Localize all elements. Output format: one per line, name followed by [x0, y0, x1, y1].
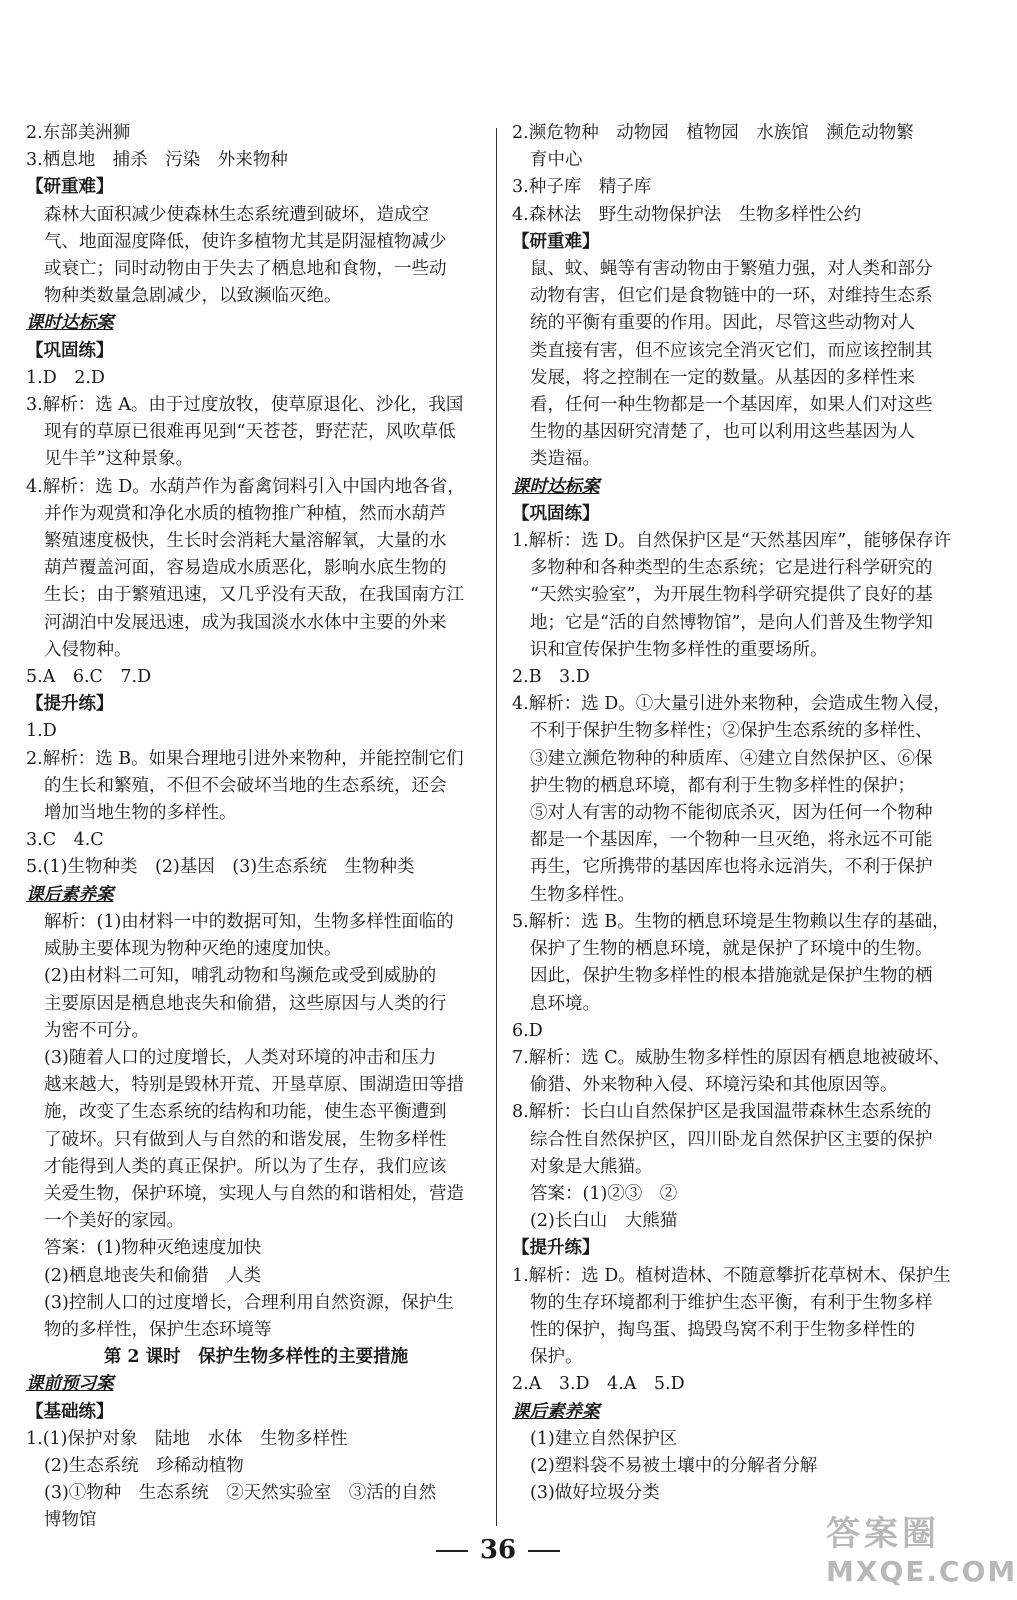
right-column-line: 课后素养案: [512, 1401, 600, 1422]
left-column-line: 一个美好的家园。: [44, 1211, 184, 1232]
left-column: [26, 120, 486, 1531]
right-column-line: (3)做好垃圾分类: [530, 1483, 660, 1504]
left-column-line: 并作为观赏和净化水质的植物推广种植，然而水葫芦: [44, 503, 447, 524]
left-column-line: 课时达标案: [26, 313, 114, 334]
right-column-line: 不利于保护生物多样性；②保护生态系统的多样性、: [530, 721, 933, 742]
left-column-line: 3.C 4.C: [26, 830, 104, 851]
left-column-line: 课前预习案: [26, 1374, 114, 1395]
watermark-logo: [826, 1506, 1017, 1590]
left-column-line: 威胁主要体现为物种灭绝的速度加快。: [44, 939, 342, 960]
right-column-line: 综合性自然保护区，四川卧龙自然保护区主要的保护: [530, 1129, 933, 1150]
right-column-line: 7.解析：选 C。威胁生物多样性的原因有栖息地被破坏、: [512, 1047, 951, 1068]
left-column-line: 主要原因是栖息地丧失和偷猎，这些原因与人类的行: [44, 993, 447, 1014]
left-column-line: 1.(1)保护对象 陆地 水体 生物多样性: [26, 1428, 348, 1449]
left-column-line: 1.D 2.D: [26, 367, 105, 388]
left-column-line: 课后素养案: [26, 884, 114, 905]
left-column-line: 5.A 6.C 7.D: [26, 667, 152, 688]
right-column-line: 3.种子库 精子库: [512, 177, 652, 198]
watermark-top: 答案圈: [826, 1514, 940, 1554]
left-column-line: 了破坏。只有做到人与自然的和谐发展，生物多样性: [44, 1129, 447, 1150]
right-column-line: 发展，将之控制在一定的数量。从基因的多样性来: [530, 367, 915, 388]
left-column-line: 5.(1)生物种类 (2)基因 (3)生态系统 生物种类: [26, 857, 415, 878]
left-column-line: 河湖泊中发展迅速，成为我国淡水水体中主要的外来: [44, 612, 447, 633]
right-column: [512, 120, 972, 1510]
left-column-line: 关爱生物，保护环境，实现人与自然的和谐相处，营造: [44, 1183, 464, 1204]
right-column-line: 识和宣传保护生物多样性的重要场所。: [530, 639, 828, 660]
right-column-line: 类直接有害，但不应该完全消灭它们，而应该控制其: [530, 340, 933, 361]
right-column-line: 6.D: [512, 1020, 543, 1041]
right-column-line: 2.A 3.D 4.A 5.D: [512, 1374, 685, 1395]
right-column-line: 5.解析：选 B。生物的栖息环境是生物赖以生存的基础，: [512, 911, 950, 932]
left-column-line: 【提升练】: [26, 694, 114, 715]
right-column-line: 4.解析：选 D。①大量引进外来物种，会造成生物入侵，: [512, 694, 951, 715]
left-column-line: 物种类数量急剧减少，以致濒临灭绝。: [44, 286, 342, 307]
right-column-line: 地；它是“活的自然博物馆”，是向人们普及生物学知: [530, 612, 933, 633]
left-column-line: 森林大面积减少使森林生态系统遭到破坏，造成空: [44, 204, 429, 225]
left-column-line: 答案：(1)物种灭绝速度加快: [44, 1238, 262, 1259]
left-column-line: 增加当地生物的多样性。: [44, 803, 237, 824]
left-column-line: 生长；由于繁殖迅速，又几乎没有天敌，在我国南方江: [44, 585, 464, 606]
right-column-line: 鼠、蚊、蝇等有害动物由于繁殖力强，对人类和部分: [530, 259, 933, 280]
left-column-line: 为密不可分。: [44, 1020, 149, 1041]
left-column-line: 物的多样性，保护生态环境等: [44, 1319, 272, 1340]
left-column-line: 解析：(1)由材料一中的数据可知，生物多样性面临的: [44, 911, 454, 932]
right-column-line: 性的保护，掏鸟蛋、捣毁鸟窝不利于生物多样性的: [530, 1319, 915, 1340]
right-column-line: 2.B 3.D: [512, 667, 590, 688]
right-column-line: ⑤对人有害的动物不能彻底杀灭，因为任何一个物种: [530, 803, 933, 824]
left-column-line: 入侵物种。: [44, 639, 132, 660]
left-column-line: (3)①物种 生态系统 ②天然实验室 ③活的自然: [44, 1483, 437, 1504]
left-column-line: 繁殖速度极快，生长时会消耗大量溶解氧，大量的水: [44, 531, 447, 552]
right-column-line: ③建立濒危物种的种质库、④建立自然保护区、⑥保: [530, 748, 933, 769]
right-column-line: 育中心: [530, 150, 583, 171]
right-column-line: 都是一个基因库，一个物种一旦灭绝，将永远不可能: [530, 830, 933, 851]
left-column-line: (2)栖息地丧失和偷猎 人类: [44, 1265, 262, 1286]
right-column-line: 生物的基因研究清楚了，也可以利用这些基因为人: [530, 422, 915, 443]
right-column-line: (2)长白山 大熊猫: [530, 1211, 678, 1232]
right-column-line: 1.解析：选 D。植树造林、不随意攀折花草树木、保护生: [512, 1265, 951, 1286]
right-column-line: 答案：(1)②③ ②: [530, 1183, 678, 1204]
watermark-bottom: MXQE.COM: [826, 1555, 1017, 1588]
right-column-line: 生物多样性。: [530, 884, 635, 905]
page-number-dash-left: [436, 1550, 468, 1552]
left-column-line: 1.D: [26, 721, 57, 742]
right-column-line: 【提升练】: [512, 1238, 600, 1259]
right-column-line: 动物有害，但它们是食物链中的一环，对维持生态系: [530, 286, 933, 307]
left-column-line: 2.解析：选 B。如果合理地引进外来物种，并能控制它们: [26, 748, 464, 769]
right-column-line: 再生，它所携带的基因库也将永远消失，不利于保护: [530, 857, 933, 878]
right-column-line: 因此，保护生物多样性的根本措施就是保护生物的栖: [530, 966, 933, 987]
left-column-line: (2)生态系统 珍稀动植物: [44, 1455, 244, 1476]
left-column-line: 【研重难】: [26, 177, 114, 198]
right-column-line: (2)塑料袋不易被土壤中的分解者分解: [530, 1455, 818, 1476]
right-column-line: 护生物的栖息环境，都有利于生物多样性的保护；: [530, 775, 915, 796]
left-column-line: 或衰亡；同时动物由于失去了栖息地和食物，一些动: [44, 259, 447, 280]
left-column-line: 才能得到人类的真正保护。所以为了生存，我们应该: [44, 1156, 447, 1177]
left-column-line: 施，改变了生态系统的结构和功能，使生态平衡遭到: [44, 1102, 447, 1123]
left-column-line: 第 2 课时 保护生物多样性的主要措施: [103, 1347, 409, 1368]
left-column-line: 越来越大，特别是毁林开荒、开垦草原、围湖造田等措: [44, 1075, 464, 1096]
right-column-line: 1.解析：选 D。自然保护区是“天然基因库”，能够保存许: [512, 531, 952, 552]
left-column-line: 现有的草原已很难再见到“天苍苍，野茫茫，风吹草低: [44, 422, 456, 443]
left-column-line: 2.东部美洲狮: [26, 123, 131, 143]
left-column-line: 【基础练】: [26, 1401, 114, 1422]
right-column-line: 物的生存环境都利于维护生态平衡，有利于生物多样: [530, 1292, 933, 1313]
right-column-line: 课时达标案: [512, 476, 600, 497]
column-divider: [496, 128, 497, 1526]
right-column-line: 8.解析：长白山自然保护区是我国温带森林生态系统的: [512, 1102, 932, 1123]
left-column-line: 博物馆: [44, 1510, 97, 1531]
right-column-line: 对象是大熊猫。: [530, 1156, 653, 1177]
right-column-line: 统的平衡有重要的作用。因此，尽管这些动物对人: [530, 313, 915, 334]
right-column-line: 保护了生物的栖息环境，就是保护了环境中的生物。: [530, 939, 933, 960]
left-column-line: (3)随着人口的过度增长，人类对环境的冲击和压力: [44, 1047, 437, 1068]
right-column-line: 4.森林法 野生动物保护法 生物多样性公约: [512, 204, 862, 225]
right-column-line: (1)建立自然保护区: [530, 1428, 678, 1449]
left-column-line: (2)由材料二可知，哺乳动物和鸟濒危或受到威胁的: [44, 966, 437, 987]
page-number-text: 36: [479, 1535, 517, 1565]
left-column-line: 气、地面湿度降低，使许多植物尤其是阴湿植物减少: [44, 231, 447, 252]
left-column-line: 葫芦覆盖河面，容易造成水质恶化，影响水底生物的: [44, 558, 447, 579]
left-column-line: 4.解析：选 D。水葫芦作为畜禽饲料引入中国内地各省，: [26, 476, 465, 497]
left-column-line: 3.栖息地 捕杀 污染 外来物种: [26, 150, 288, 171]
page-number-dash-right: [528, 1550, 560, 1552]
right-column-line: 看，任何一种生物都是一个基因库，如果人们对这些: [530, 395, 933, 416]
left-column-line: 【巩固练】: [26, 340, 114, 361]
left-column-line: (3)控制人口的过度增长，合理利用自然资源，保护生: [44, 1292, 454, 1313]
left-column-line: 的生长和繁殖，不但不会破坏当地的生态系统，还会: [44, 775, 447, 796]
right-column-line: “天然实验室”，为开展生物科学研究提供了良好的基: [530, 585, 933, 606]
right-column-line: 2.濒危物种 动物园 植物园 水族馆 濒危动物繁: [512, 123, 914, 143]
right-column-line: 保护。: [530, 1347, 583, 1368]
left-column-line: 3.解析：选 A。由于过度放牧，使草原退化、沙化，我国: [26, 395, 464, 416]
right-column-line: 【研重难】: [512, 231, 600, 252]
right-column-line: 息环境。: [530, 993, 600, 1014]
right-column-line: 偷猎、外来物种入侵、环境污染和其他原因等。: [530, 1075, 898, 1096]
right-column-line: 类造福。: [530, 449, 600, 470]
left-column-line: 见牛羊”这种景象。: [44, 449, 193, 470]
right-column-line: 多物种和各种类型的生态系统；它是进行科学研究的: [530, 558, 933, 579]
right-column-line: 【巩固练】: [512, 503, 600, 524]
